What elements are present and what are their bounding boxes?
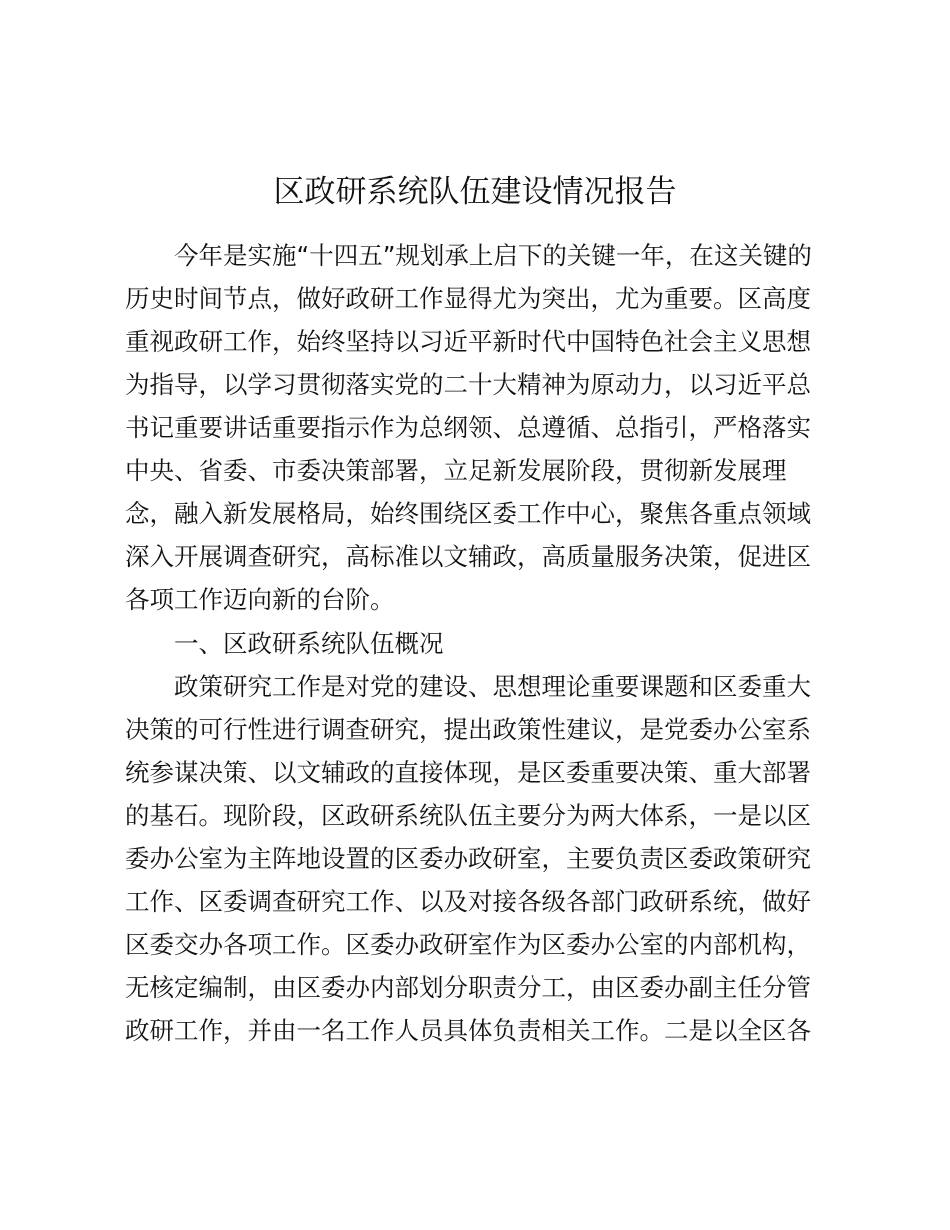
paragraph-line: 今年是实施“十四五”规划承上启下的关键一年，在这关键的: [174, 241, 812, 270]
paragraph-line: 统参谋决策、以文辅政的直接体现，是区委重要决策、重大部署: [125, 758, 811, 787]
paragraph-line: 重视政研工作，始终坚持以习近平新时代中国特色社会主义思想: [125, 327, 811, 356]
paragraph-line: 为指导，以学习贯彻落实党的二十大精神为原动力，以习近平总: [125, 370, 811, 399]
paragraph-line: 念，融入新发展格局，始终围绕区委工作中心，聚焦各重点领域: [125, 499, 811, 528]
paragraph-line: 的基石。现阶段，区政研系统队伍主要分为两大体系，一是以区: [125, 801, 811, 830]
document-title: 区政研系统队伍建设情况报告: [273, 174, 677, 210]
paragraph-line: 决策的可行性进行调查研究，提出政策性建议，是党委办公室系: [125, 715, 811, 744]
paragraph-line: 各项工作迈向新的台阶。: [125, 585, 395, 614]
paragraph-line: 区委交办各项工作。区委办政研室作为区委办公室的内部机构，: [125, 930, 811, 959]
paragraph-line: 书记重要讲话重要指示作为总纲领、总遵循、总指引，严格落实: [125, 413, 811, 442]
paragraph-line: 工作、区委调查研究工作、以及对接各级各部门政研系统，做好: [125, 887, 811, 916]
paragraph-line: 历史时间节点，做好政研工作显得尤为突出，尤为重要。区高度: [125, 284, 811, 313]
section-heading: 一、区政研系统队伍概况: [174, 629, 444, 658]
paragraph-line: 中央、省委、市委决策部署，立足新发展阶段，贯彻新发展理: [125, 456, 787, 485]
paragraph-line: 政研工作，并由一名工作人员具体负责相关工作。二是以全区各: [125, 1016, 811, 1045]
paragraph-line: 委办公室为主阵地设置的区委办政研室，主要负责区委政策研究: [125, 844, 811, 873]
paragraph-line: 深入开展调查研究，高标准以文辅政，高质量服务决策，促进区: [125, 542, 811, 571]
paragraph-line: 政策研究工作是对党的建设、思想理论重要课题和区委重大: [174, 672, 811, 701]
paragraph-line: 无核定编制，由区委办内部划分职责分工，由区委办副主任分管: [125, 973, 811, 1002]
